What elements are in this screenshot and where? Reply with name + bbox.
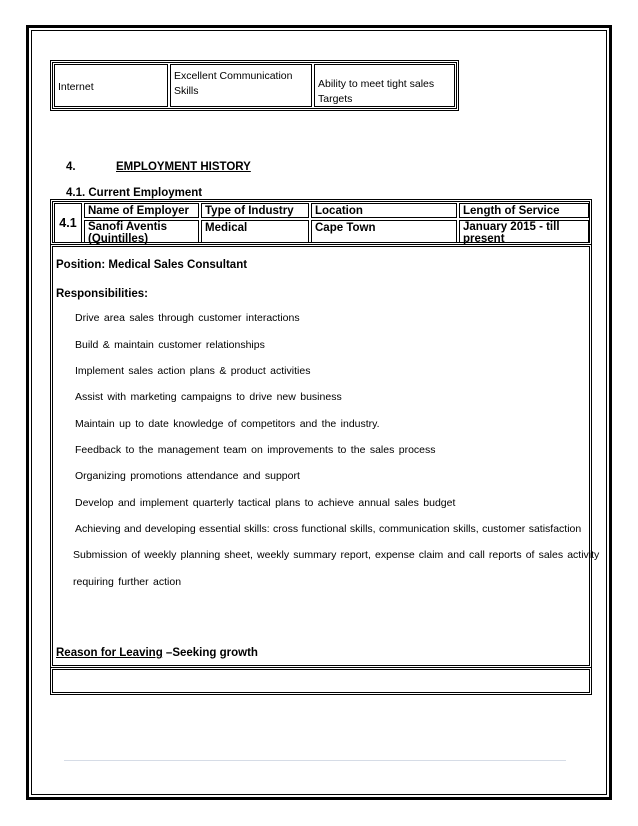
responsibilities-heading: Responsibilities: <box>56 288 149 300</box>
responsibility-item: Submission of weekly planning sheet, weekly summary report, expense claim and call reports of sales activity <box>73 549 600 561</box>
responsibility-item: Drive area sales through customer interactions <box>75 312 300 324</box>
responsibility-item: Feedback to the management team on improvements to the sales process <box>75 444 436 456</box>
responsibility-item: Build & maintain customer relationships <box>75 339 265 351</box>
employer-line: (Quintilles) <box>88 233 149 245</box>
responsibility-item: Organizing promotions attendance and support <box>75 470 300 482</box>
skills-cell-text: Skills <box>174 85 199 97</box>
responsibility-item: Develop and implement quarterly tactical plans to achieve annual sales budget <box>75 497 456 509</box>
skills-cell-text: Internet <box>58 81 94 93</box>
skills-cell-text: Excellent Communication <box>174 70 293 82</box>
responsibility-item: requiring further action <box>73 576 182 588</box>
header-industry: Type of Industry <box>201 203 309 218</box>
skills-cell-text: Ability to meet tight sales <box>318 78 435 90</box>
reason-for-leaving <box>56 647 258 659</box>
section-title: EMPLOYMENT HISTORY <box>116 161 251 173</box>
skills-cell-text: Targets <box>318 93 353 105</box>
section-number: 4. <box>66 161 76 173</box>
footer-divider <box>64 760 566 761</box>
cell-location: Cape Town <box>311 220 457 243</box>
reason-label: Reason for Leaving <box>56 647 163 659</box>
header-employer: Name of Employer <box>84 203 199 218</box>
skills-cell-communication <box>170 64 312 107</box>
row-number: 4.1 <box>54 203 82 243</box>
header-location: Location <box>311 203 457 218</box>
responsibilities-box <box>50 244 592 668</box>
section-heading <box>66 161 251 173</box>
reason-value: –Seeking growth <box>165 647 258 659</box>
responsibility-item: Maintain up to date knowledge of competitors and the industry. <box>75 418 380 430</box>
responsibility-item: Achieving and developing essential skills: cross functional skills, communication skills, customer satisfaction <box>75 523 582 535</box>
cell-employer <box>84 220 199 243</box>
subsection-heading: 4.1. Current Employment <box>66 187 203 199</box>
responsibility-item: Implement sales action plans & product activities <box>75 365 311 377</box>
cell-service <box>459 220 589 243</box>
service-line: January 2015 - till <box>463 221 560 233</box>
responsibility-item: Assist with marketing campaigns to drive new business <box>75 391 342 403</box>
skills-cell-internet <box>54 64 168 107</box>
employment-table <box>50 199 592 245</box>
skills-table <box>50 60 459 111</box>
employer-line: Sanofi Aventis <box>88 221 168 233</box>
header-service: Length of Service <box>459 203 589 218</box>
empty-row-box <box>50 667 592 695</box>
skills-cell-deadlines <box>314 64 455 107</box>
position-title: Position: Medical Sales Consultant <box>56 259 248 271</box>
service-line: present <box>463 233 505 245</box>
cell-industry: Medical <box>201 220 309 243</box>
